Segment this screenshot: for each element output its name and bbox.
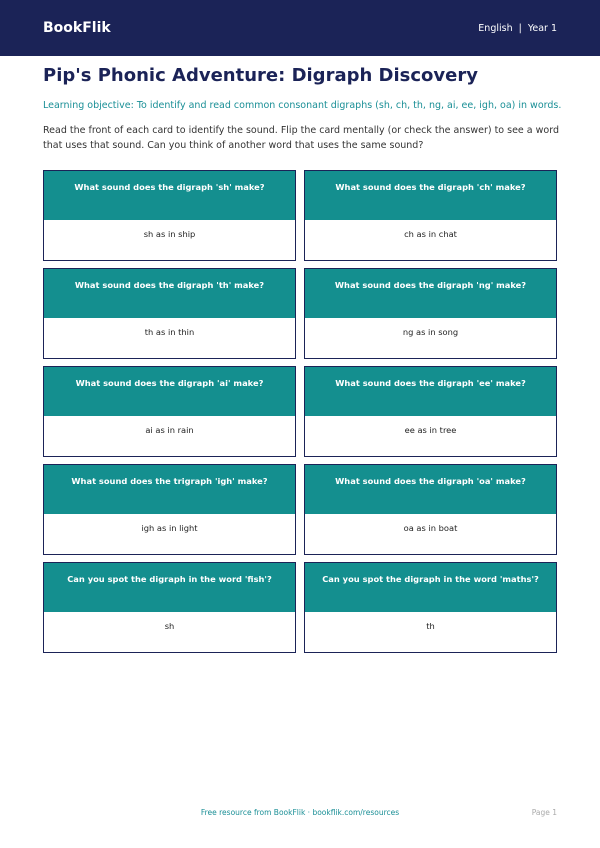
page-title: Pip's Phonic Adventure: Digraph Discovery [43,65,478,86]
page-number: Page 1 [531,808,557,817]
brand-logo[interactable]: BookFlik [43,20,111,36]
card-answer: oa as in boat [305,514,556,554]
subject-meta [478,23,557,34]
flashcard[interactable] [43,268,296,359]
footer-link[interactable]: Free resource from BookFlik · bookflik.com/resources [200,808,400,817]
card-answer: th as in thin [44,318,295,358]
card-question: What sound does the digraph 'ng' make? [305,269,556,318]
card-question: Can you spot the digraph in the word 'maths'? [305,563,556,612]
flashcard-grid [43,170,557,653]
flashcard[interactable] [43,170,296,261]
flashcard[interactable] [304,464,557,555]
flashcard[interactable] [304,366,557,457]
card-answer: ai as in rain [44,416,295,456]
subject-label: English [478,22,513,34]
card-question: What sound does the trigraph 'igh' make? [44,465,295,514]
card-question: What sound does the digraph 'sh' make? [44,171,295,220]
year-label: Year 1 [527,22,557,34]
card-question: What sound does the digraph 'ch' make? [305,171,556,220]
flashcard[interactable] [43,562,296,653]
card-answer: sh as in ship [44,220,295,260]
page-header [0,0,600,56]
card-question: Can you spot the digraph in the word 'fish'? [44,563,295,612]
flashcard[interactable] [304,170,557,261]
card-answer: ng as in song [305,318,556,358]
card-question: What sound does the digraph 'oa' make? [305,465,556,514]
card-question: What sound does the digraph 'ai' make? [44,367,295,416]
card-question: What sound does the digraph 'ee' make? [305,367,556,416]
card-answer: sh [44,612,295,652]
card-answer: igh as in light [44,514,295,554]
flashcard[interactable] [304,562,557,653]
card-answer: ch as in chat [305,220,556,260]
meta-separator: | [518,22,522,34]
card-answer: th [305,612,556,652]
flashcard[interactable] [43,366,296,457]
card-answer: ee as in tree [305,416,556,456]
flashcard[interactable] [304,268,557,359]
instructions: Read the front of each card to identify the sound. Flip the card mentally (or check the answer) to see a word that uses that sound. Can you think of another word that uses the same sound? [43,125,559,151]
flashcard[interactable] [43,464,296,555]
learning-objective: Learning objective: To identify and read common consonant digraphs (sh, ch, th, ng, ai, ee, igh, oa) in words. [43,100,562,111]
card-question: What sound does the digraph 'th' make? [44,269,295,318]
